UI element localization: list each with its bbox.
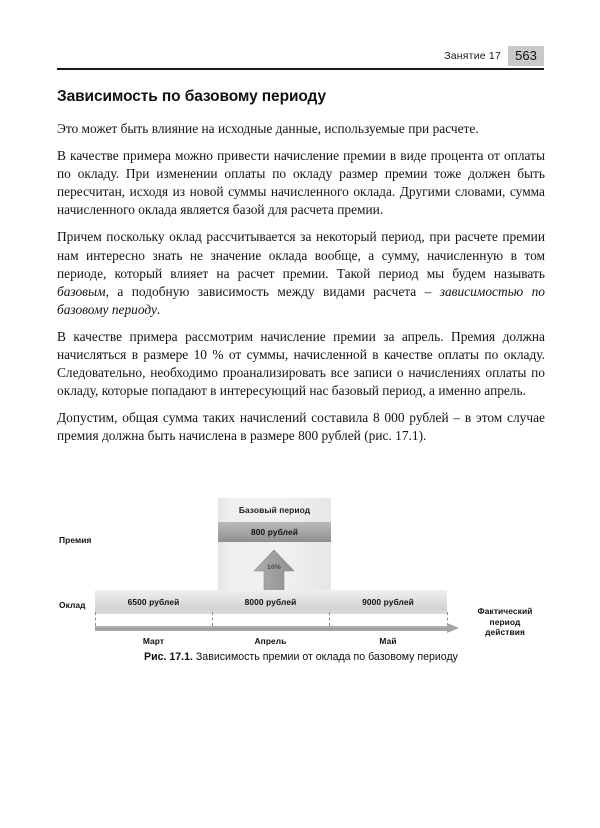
salary-segment-may-value: 9000 рублей bbox=[362, 597, 414, 607]
axis-title-line-1: Фактический bbox=[477, 606, 533, 616]
figure-caption-prefix: Рис. 17.1. bbox=[144, 651, 193, 663]
page-header bbox=[57, 46, 544, 72]
page-content bbox=[57, 88, 545, 455]
salary-segment-march bbox=[95, 590, 212, 614]
salary-bar-row bbox=[95, 590, 447, 614]
month-label-may: Май bbox=[379, 636, 397, 646]
premium-band bbox=[218, 522, 331, 542]
figure-canvas bbox=[57, 498, 545, 648]
figure-17-1 bbox=[57, 498, 545, 673]
arrow-percent-label: 10% bbox=[267, 564, 281, 571]
paragraph-4: В качестве примера рассмотрим начисление премии за апрель. Премия должна начисляться в размере 10 % от суммы, начисленной в качестве оплаты по окладу. Следовательно, необходимо проанализировать все записи о начислениях оплаты по окладу, которые попадают в интересующий нас базовый период, а именно апрель. bbox=[57, 328, 545, 399]
salary-segment-may bbox=[329, 590, 447, 614]
salary-segment-march-value: 6500 рублей bbox=[127, 597, 180, 607]
paragraph-3-emphasis-bazovym: базовым bbox=[57, 283, 106, 299]
timeline-axis-bar bbox=[95, 626, 449, 631]
paragraph-3-part-b: , а подобную зависимость между видами расчета – bbox=[105, 283, 440, 299]
salary-row-label: Оклад bbox=[59, 600, 86, 610]
timeline-arrow-head-icon bbox=[447, 623, 459, 633]
figure-caption-text: Зависимость премии от оклада по базовому периоду bbox=[192, 651, 458, 663]
salary-segment-april-value: 8000 рублей bbox=[244, 597, 297, 607]
paragraph-5-part-a: Допустим, общая сумма таких начислений составила bbox=[57, 410, 373, 426]
header-page-number: 563 bbox=[508, 46, 544, 66]
paragraph-5 bbox=[57, 409, 545, 445]
paragraph-2: В качестве примера можно привести начисление премии в виде процента от оплаты по окладу. При изменении оплаты по окладу размер премии тоже должен быть пересчитан, исходя из новой суммы начисленного оклада. Другими словами, сумма начисленного оклада является базой для расчета премии. bbox=[57, 148, 545, 218]
base-period-title: Базовый период bbox=[238, 505, 311, 515]
header-divider bbox=[57, 68, 544, 70]
header-chapter-title: Занятие 17 bbox=[444, 50, 501, 62]
month-label-april: Апрель bbox=[254, 636, 287, 646]
page-title: Зависимость по базовому периоду bbox=[57, 88, 326, 105]
paragraph-5-part-b: рублей – в этом случае премия должна быть начислена в размере 800 рублей (рис. 17.1). bbox=[57, 410, 545, 444]
axis-title-line-3: действия bbox=[485, 627, 525, 637]
up-arrow-icon bbox=[252, 550, 296, 595]
paragraph-5-amount: 8 000 bbox=[372, 410, 405, 426]
paragraph-3-part-a: Причем поскольку оклад рассчитывается за некоторый период, при расчете премии нам интересно знать не значение оклада вообще, а сумму, начисленную в том периоде, который влияет на расчет премии. Такой период мы будем называть bbox=[57, 229, 545, 281]
figure-caption bbox=[57, 651, 545, 663]
axis-title-line-2: период bbox=[489, 616, 521, 627]
premium-band-value: 800 рублей bbox=[251, 527, 298, 537]
axis-title-actual-period bbox=[465, 606, 545, 638]
premium-row-label: Премия bbox=[59, 535, 92, 545]
paragraph-3-part-c: . bbox=[156, 301, 161, 317]
paragraph-3 bbox=[57, 228, 545, 318]
month-label-march: Март bbox=[142, 636, 165, 646]
salary-segment-april bbox=[212, 590, 329, 614]
timeline-axis bbox=[95, 624, 463, 632]
paragraph-1: Это может быть влияние на исходные данные, используемые при расчете. bbox=[57, 121, 479, 136]
paragraph-3-emphasis-zavisimost: зависимостью по базовому периоду bbox=[57, 283, 545, 317]
